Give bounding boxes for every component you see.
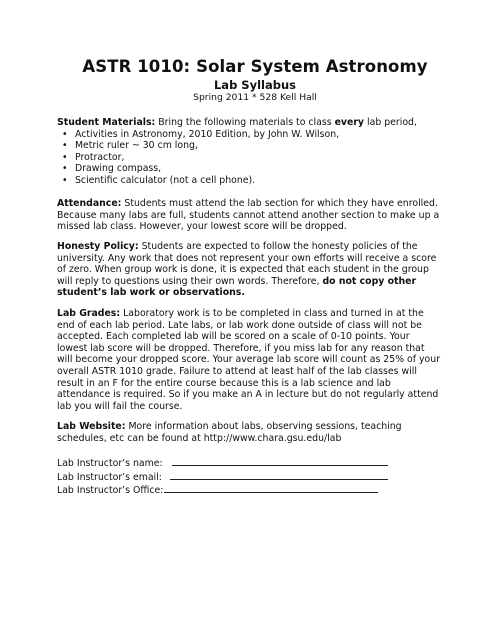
materials-heading: Student Materials: [57,117,156,128]
grades-line: result in an F for the entire course because this is a lab science and lab [57,377,391,389]
attendance-line: missed lab class. However, your lowest score will be dropped. [57,221,347,233]
instructor-name-blank[interactable] [172,456,388,466]
website-section [57,421,467,444]
document-title: ASTR 1010: Solar System Astronomy [82,57,428,76]
grades-line: attendance is required. So if you make an A in lecture but do not regularly attend [57,389,439,401]
attendance-section [57,198,467,233]
instructor-fields [57,456,467,497]
website-heading: Lab Website: [57,421,126,432]
materials-intro [57,117,467,129]
materials-list-item: • Scientific calculator (not a cell phone). [57,175,467,187]
honesty-line [57,241,467,253]
grades-section [57,308,467,412]
honesty-line [57,276,467,288]
semester-location: Spring 2011 * 528 Kell Hall [193,92,317,103]
instructor-name-label: Lab Instructor’s name: [57,458,163,469]
grades-text: Laboratory work is to be completed in class and turned in at the [120,308,424,319]
materials-list-item: • Protractor, [57,152,467,164]
materials-list-item: • Activities in Astronomy, 2010 Edition, by John W. Wilson, [57,129,467,141]
instructor-office-row [57,483,467,497]
instructor-office-blank[interactable] [164,483,378,493]
instructor-name-row [57,456,467,470]
materials-list [57,129,467,187]
attendance-line [57,198,467,210]
materials-intro-after: lab period, [364,117,417,128]
grades-line: will become your dropped score. Your average lab score will count as 25% of your [57,354,441,366]
honesty-warning: student’s lab work or observations. [57,287,245,299]
attendance-text: Students must attend the lab section for which they have enrolled. [121,198,438,209]
honesty-warning: do not copy other [322,275,417,287]
website-line: schedules, etc can be found at http://www.chara.gsu.edu/lab [57,432,342,444]
honesty-line: university. Any work that does not represent your own efforts will receive a score [57,252,437,264]
grades-line: overall ASTR 1010 grade. Failure to attend at least half of the lab classes will [57,365,417,377]
attendance-line: Because many labs are full, students cannot attend another section to make up a [57,209,440,221]
grades-line: end of each lab period. Late labs, or lab work done outside of class will not be [57,319,422,331]
honesty-text: will reply to questions using their own words. Therefore, [57,275,323,287]
materials-list-item: • Metric ruler ~ 30 cm long, [57,140,467,152]
instructor-office-label: Lab Instructor’s Office: [57,485,164,497]
materials-list-item: • Drawing compass, [57,163,467,175]
grades-line [57,308,467,320]
website-text: More information about labs, observing sessions, teaching [125,421,402,432]
instructor-email-blank[interactable] [170,470,388,480]
grades-line: lowest lab score will be dropped. Therefore, if you miss lab for any reason that [57,342,425,354]
honesty-section [57,241,467,299]
materials-intro-before: Bring the following materials to class [155,117,335,128]
instructor-email-label: Lab Instructor’s email: [57,471,162,483]
document-subtitle: Lab Syllabus [213,78,296,92]
grades-line: lab you will fail the course. [57,400,183,412]
materials-intro-emphasis: every [334,117,365,128]
honesty-text: Students are expected to follow the honesty policies of the [138,241,418,252]
materials-section [57,117,467,187]
honesty-heading: Honesty Policy: [57,241,139,252]
instructor-email-row [57,470,467,484]
grades-line: accepted. Each completed lab will be scored on a scale of 0-10 points. Your [57,331,410,343]
website-line [57,421,467,433]
attendance-heading: Attendance: [57,198,122,209]
honesty-line: of zero. When group work is done, it is expected that each student in the group [57,264,429,276]
grades-heading: Lab Grades: [57,308,121,319]
